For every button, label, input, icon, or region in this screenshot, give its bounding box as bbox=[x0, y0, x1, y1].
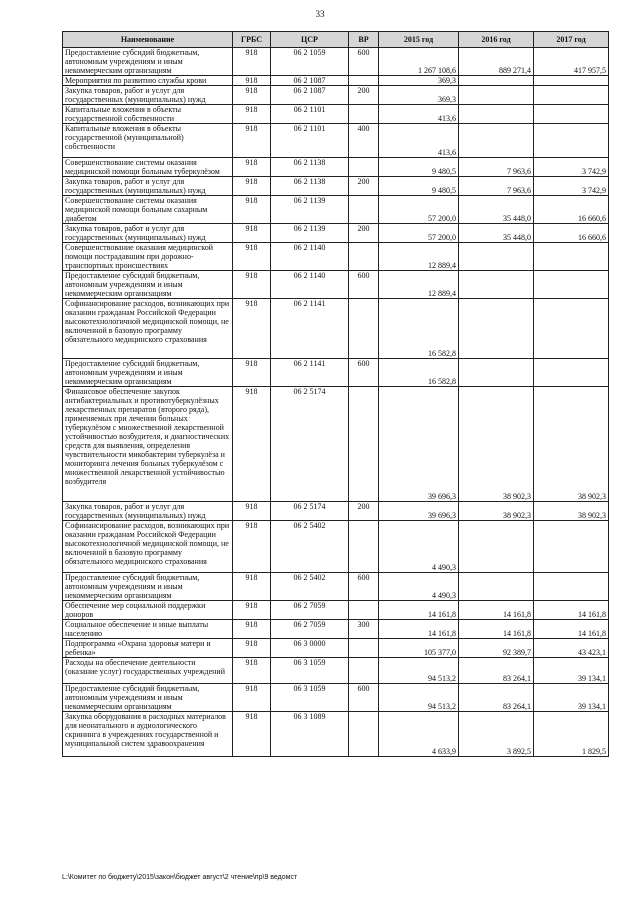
table-row bbox=[63, 124, 609, 158]
row-2017: 3 742,9 bbox=[534, 177, 609, 196]
row-grbs: 918 bbox=[233, 573, 271, 601]
row-vr: 200 bbox=[349, 224, 379, 243]
row-2017: 39 134,1 bbox=[534, 658, 609, 684]
row-csr: 06 2 1138 bbox=[271, 158, 349, 177]
row-2017: 417 957,5 bbox=[534, 48, 609, 76]
row-2015: 413,6 bbox=[379, 105, 459, 124]
row-name: Закупка товаров, работ и услуг для государственных (муниципальных) нужд bbox=[63, 86, 233, 105]
row-2017 bbox=[534, 76, 609, 86]
row-2017: 1 829,5 bbox=[534, 712, 609, 757]
row-2017: 3 742,9 bbox=[534, 158, 609, 177]
row-grbs: 918 bbox=[233, 299, 271, 359]
row-name: Закупка товаров, работ и услуг для государственных (муниципальных) нужд bbox=[63, 502, 233, 521]
row-csr: 06 2 1140 bbox=[271, 271, 349, 299]
table-row bbox=[63, 48, 609, 76]
row-grbs: 918 bbox=[233, 684, 271, 712]
row-2015: 12 889,4 bbox=[379, 271, 459, 299]
row-2017 bbox=[534, 86, 609, 105]
row-name: Закупка товаров, работ и услуг для государственных (муниципальных) нужд bbox=[63, 177, 233, 196]
row-2015: 14 161,8 bbox=[379, 601, 459, 620]
row-2016 bbox=[459, 243, 534, 271]
table-row bbox=[63, 620, 609, 639]
row-2017 bbox=[534, 124, 609, 158]
row-2016: 38 902,3 bbox=[459, 502, 534, 521]
row-2016 bbox=[459, 105, 534, 124]
table-row bbox=[63, 86, 609, 105]
row-name: Совершенствование оказания медицинской помощи пострадавшим при дорожно-транспортных происшествиях bbox=[63, 243, 233, 271]
table-row bbox=[63, 387, 609, 502]
row-grbs: 918 bbox=[233, 601, 271, 620]
row-2017 bbox=[534, 573, 609, 601]
header-name: Наименование bbox=[63, 32, 233, 48]
row-grbs: 918 bbox=[233, 639, 271, 658]
row-vr: 600 bbox=[349, 684, 379, 712]
row-name: Подпрограмма «Охрана здоровья матери и ребенка» bbox=[63, 639, 233, 658]
row-2017: 16 660,6 bbox=[534, 196, 609, 224]
table-row bbox=[63, 271, 609, 299]
row-name: Софинансирование расходов, возникающих при оказании гражданам Российской Федерации высокотехнологичной медицинской помощи, не включенной в базовую программу обязательного медицинского страхования bbox=[63, 299, 233, 359]
row-csr: 06 2 1139 bbox=[271, 196, 349, 224]
row-2016 bbox=[459, 271, 534, 299]
row-2015: 16 582,8 bbox=[379, 359, 459, 387]
row-csr: 06 2 5402 bbox=[271, 573, 349, 601]
row-grbs: 918 bbox=[233, 359, 271, 387]
table-row bbox=[63, 224, 609, 243]
row-vr: 600 bbox=[349, 573, 379, 601]
row-2017: 38 902,3 bbox=[534, 502, 609, 521]
row-grbs: 918 bbox=[233, 224, 271, 243]
row-csr: 06 2 7059 bbox=[271, 601, 349, 620]
row-csr: 06 2 1141 bbox=[271, 359, 349, 387]
row-name: Закупка товаров, работ и услуг для государственных (муниципальных) нужд bbox=[63, 224, 233, 243]
row-2016 bbox=[459, 124, 534, 158]
row-csr: 06 2 1087 bbox=[271, 86, 349, 105]
row-2015: 105 377,0 bbox=[379, 639, 459, 658]
row-csr: 06 2 1087 bbox=[271, 76, 349, 86]
row-2015: 413,6 bbox=[379, 124, 459, 158]
row-vr bbox=[349, 658, 379, 684]
row-grbs: 918 bbox=[233, 105, 271, 124]
row-2016: 3 892,5 bbox=[459, 712, 534, 757]
row-vr bbox=[349, 521, 379, 573]
row-2015: 14 161,8 bbox=[379, 620, 459, 639]
row-vr bbox=[349, 158, 379, 177]
row-2015: 369,3 bbox=[379, 86, 459, 105]
row-2016: 83 264,1 bbox=[459, 658, 534, 684]
row-name: Закупка оборудования в расходных материалов для неонатального и аудиологического скрининга в учреждениях государственной и муниципальной систем здравоохранения bbox=[63, 712, 233, 757]
row-2015: 39 696,3 bbox=[379, 502, 459, 521]
row-2017 bbox=[534, 299, 609, 359]
row-vr: 400 bbox=[349, 124, 379, 158]
table-row bbox=[63, 243, 609, 271]
row-2016 bbox=[459, 573, 534, 601]
row-2016 bbox=[459, 359, 534, 387]
row-vr bbox=[349, 196, 379, 224]
row-2015: 39 696,3 bbox=[379, 387, 459, 502]
row-2016 bbox=[459, 86, 534, 105]
row-csr: 06 2 5174 bbox=[271, 502, 349, 521]
row-vr bbox=[349, 299, 379, 359]
row-name: Совершенствование системы оказания медицинской помощи больным туберкулёзом bbox=[63, 158, 233, 177]
row-2017: 39 134,1 bbox=[534, 684, 609, 712]
row-grbs: 918 bbox=[233, 243, 271, 271]
row-csr: 06 2 5402 bbox=[271, 521, 349, 573]
table-row bbox=[63, 76, 609, 86]
row-2015: 94 513,2 bbox=[379, 684, 459, 712]
row-csr: 06 2 5174 bbox=[271, 387, 349, 502]
row-2017 bbox=[534, 359, 609, 387]
row-csr: 06 2 1140 bbox=[271, 243, 349, 271]
table-header-row bbox=[63, 32, 609, 48]
row-vr: 600 bbox=[349, 359, 379, 387]
row-vr bbox=[349, 105, 379, 124]
row-csr: 06 3 0000 bbox=[271, 639, 349, 658]
row-2015: 369,3 bbox=[379, 76, 459, 86]
row-csr: 06 2 1059 bbox=[271, 48, 349, 76]
row-2015: 94 513,2 bbox=[379, 658, 459, 684]
row-vr bbox=[349, 387, 379, 502]
row-grbs: 918 bbox=[233, 521, 271, 573]
row-vr: 600 bbox=[349, 48, 379, 76]
row-grbs: 918 bbox=[233, 271, 271, 299]
row-name: Предоставление субсидий бюджетным, автономным учреждениям и иным некоммерческим организациям bbox=[63, 573, 233, 601]
table-body bbox=[63, 48, 609, 757]
header-vr: ВР bbox=[349, 32, 379, 48]
row-2015: 12 889,4 bbox=[379, 243, 459, 271]
row-2016 bbox=[459, 76, 534, 86]
row-vr bbox=[349, 601, 379, 620]
table-row bbox=[63, 359, 609, 387]
row-2016: 7 963,6 bbox=[459, 158, 534, 177]
table-row bbox=[63, 196, 609, 224]
row-name: Обеспечение мер социальной поддержки доноров bbox=[63, 601, 233, 620]
row-csr: 06 2 1101 bbox=[271, 105, 349, 124]
row-2016: 14 161,8 bbox=[459, 620, 534, 639]
row-grbs: 918 bbox=[233, 712, 271, 757]
row-vr bbox=[349, 712, 379, 757]
table-row bbox=[63, 712, 609, 757]
row-2015: 1 267 108,6 bbox=[379, 48, 459, 76]
row-2015: 16 582,8 bbox=[379, 299, 459, 359]
row-vr bbox=[349, 243, 379, 271]
row-2016 bbox=[459, 521, 534, 573]
row-2015: 9 480,5 bbox=[379, 177, 459, 196]
row-2016: 83 264,1 bbox=[459, 684, 534, 712]
row-csr: 06 2 1138 bbox=[271, 177, 349, 196]
row-vr: 600 bbox=[349, 271, 379, 299]
row-2015: 9 480,5 bbox=[379, 158, 459, 177]
row-vr: 200 bbox=[349, 502, 379, 521]
row-vr: 200 bbox=[349, 177, 379, 196]
row-grbs: 918 bbox=[233, 502, 271, 521]
row-2017: 14 161,8 bbox=[534, 601, 609, 620]
table-row bbox=[63, 639, 609, 658]
row-2017 bbox=[534, 243, 609, 271]
row-csr: 06 2 1139 bbox=[271, 224, 349, 243]
row-grbs: 918 bbox=[233, 158, 271, 177]
row-2017 bbox=[534, 521, 609, 573]
row-2017: 43 423,1 bbox=[534, 639, 609, 658]
row-csr: 06 3 1059 bbox=[271, 658, 349, 684]
header-2017: 2017 год bbox=[534, 32, 609, 48]
row-name: Предоставление субсидий бюджетным, автономным учреждениям и иным некоммерческим организациям bbox=[63, 48, 233, 76]
row-grbs: 918 bbox=[233, 387, 271, 502]
row-2016: 92 389,7 bbox=[459, 639, 534, 658]
row-2016: 35 448,0 bbox=[459, 196, 534, 224]
row-name: Софинансирование расходов, возникающих при оказании гражданам Российской Федерации высокотехнологичной медицинской помощи, не включенной в базовую программу обязательного медицинского страхования bbox=[63, 521, 233, 573]
row-2016: 889 271,4 bbox=[459, 48, 534, 76]
row-name: Предоставление субсидий бюджетным, автономным учреждениям и иным некоммерческим организациям bbox=[63, 271, 233, 299]
row-2017: 14 161,8 bbox=[534, 620, 609, 639]
table-row bbox=[63, 299, 609, 359]
row-2015: 4 633,9 bbox=[379, 712, 459, 757]
table-row bbox=[63, 105, 609, 124]
row-2016: 38 902,3 bbox=[459, 387, 534, 502]
row-name: Финансовое обеспечение закупок антибактериальных и противотуберкулёзных лекарственных препаратов (второго ряда), применяемых при лечении больных туберкулёзом с множественной лекарственной устойчивостью возбудителя, и диагностических средств для выявления, определения чувствительности микобактерии туберкулёза и мониторинга лечения больных туберкулёзом с множественной лекарственной устойчивостью возбудителя bbox=[63, 387, 233, 502]
row-grbs: 918 bbox=[233, 620, 271, 639]
page-number: 33 bbox=[315, 9, 325, 19]
row-grbs: 918 bbox=[233, 196, 271, 224]
table-row bbox=[63, 601, 609, 620]
row-csr: 06 3 1059 bbox=[271, 684, 349, 712]
table-row bbox=[63, 521, 609, 573]
row-name: Мероприятия по развитию службы крови bbox=[63, 76, 233, 86]
row-name: Расходы на обеспечение деятельности (оказание услуг) государственных учреждений bbox=[63, 658, 233, 684]
row-2015: 57 200,0 bbox=[379, 196, 459, 224]
row-grbs: 918 bbox=[233, 86, 271, 105]
row-csr: 06 2 1141 bbox=[271, 299, 349, 359]
budget-table bbox=[62, 31, 609, 757]
table-row bbox=[63, 684, 609, 712]
row-name: Капитальные вложения в объекты государственной собственности bbox=[63, 105, 233, 124]
table-row bbox=[63, 158, 609, 177]
row-name: Предоставление субсидий бюджетным, автономным учреждениям и иным некоммерческим организациям bbox=[63, 359, 233, 387]
row-2017 bbox=[534, 105, 609, 124]
row-2017: 16 660,6 bbox=[534, 224, 609, 243]
table-row bbox=[63, 573, 609, 601]
row-grbs: 918 bbox=[233, 177, 271, 196]
row-name: Совершенствование системы оказания медицинской помощи больным сахарным диабетом bbox=[63, 196, 233, 224]
table-row bbox=[63, 502, 609, 521]
row-csr: 06 2 7059 bbox=[271, 620, 349, 639]
header-2016: 2016 год bbox=[459, 32, 534, 48]
row-vr: 200 bbox=[349, 86, 379, 105]
row-2016: 35 448,0 bbox=[459, 224, 534, 243]
row-2016: 14 161,8 bbox=[459, 601, 534, 620]
row-2017: 38 902,3 bbox=[534, 387, 609, 502]
row-csr: 06 2 1101 bbox=[271, 124, 349, 158]
row-2015: 57 200,0 bbox=[379, 224, 459, 243]
table-row bbox=[63, 177, 609, 196]
row-name: Капитальные вложения в объекты государственной (муниципальной) собственности bbox=[63, 124, 233, 158]
row-vr bbox=[349, 76, 379, 86]
file-path-footer: L:\Комитет по бюджету\2015\закон\бюджет август\2 чтение\пр\9 ведомст bbox=[62, 874, 298, 881]
row-name: Предоставление субсидий бюджетным, автономным учреждениям и иным некоммерческим организациям bbox=[63, 684, 233, 712]
row-name: Социальное обеспечение и иные выплаты населению bbox=[63, 620, 233, 639]
header-grbs: ГРБС bbox=[233, 32, 271, 48]
row-grbs: 918 bbox=[233, 76, 271, 86]
row-2016: 7 963,6 bbox=[459, 177, 534, 196]
table-row bbox=[63, 658, 609, 684]
row-vr bbox=[349, 639, 379, 658]
row-2017 bbox=[534, 271, 609, 299]
row-2016 bbox=[459, 299, 534, 359]
header-csr: ЦСР bbox=[271, 32, 349, 48]
row-2015: 4 490,3 bbox=[379, 521, 459, 573]
row-grbs: 918 bbox=[233, 48, 271, 76]
header-2015: 2015 год bbox=[379, 32, 459, 48]
row-grbs: 918 bbox=[233, 658, 271, 684]
row-grbs: 918 bbox=[233, 124, 271, 158]
row-csr: 06 3 1089 bbox=[271, 712, 349, 757]
row-2015: 4 490,3 bbox=[379, 573, 459, 601]
row-vr: 300 bbox=[349, 620, 379, 639]
